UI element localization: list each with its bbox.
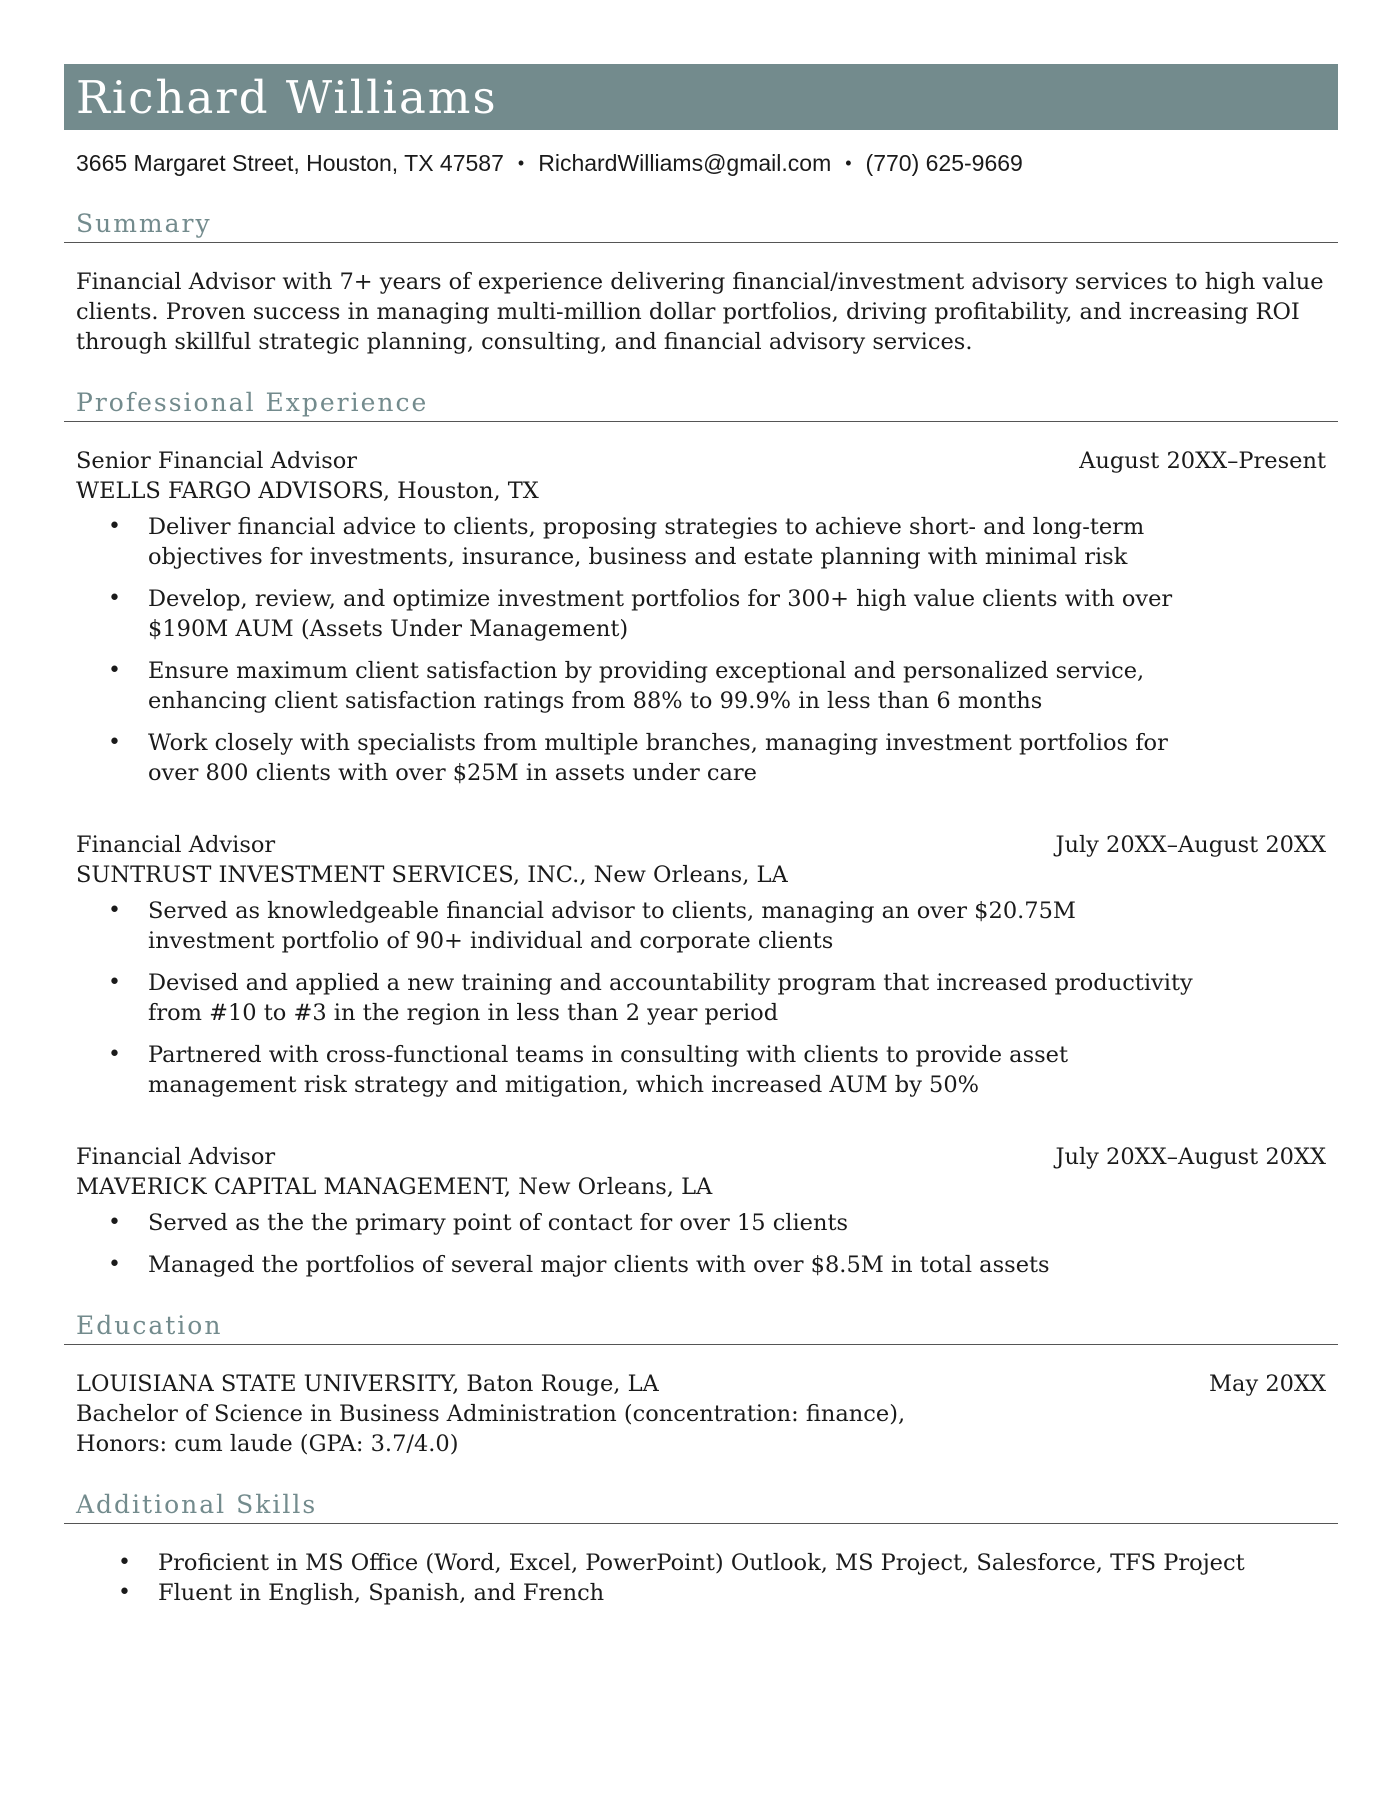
skills-section: [64, 1489, 1338, 1608]
list-item: • Served as the the primary point of contact for over 15 clients: [148, 1208, 1208, 1238]
education-section: [64, 1310, 1338, 1459]
list-item: • Ensure maximum client satisfaction by providing exceptional and personalized service, enhancing client satisfaction ratings from 88% to 99.9% in less than 6 months: [148, 656, 1208, 716]
job-company: WELLS FARGO ADVISORS, Houston, TX: [76, 478, 539, 504]
summary-text: Financial Advisor with 7+ years of experience delivering financial/investment advisory services to high value clients. Proven success in managing multi-million dollar portfolios, driving profitability, and increasing ROI through skillful strategic planning, consulting, and financial advisory services.: [76, 269, 1324, 355]
job-company: MAVERICK CAPITAL MANAGEMENT, New Orleans, LA: [76, 1174, 713, 1200]
email: RichardWilliams@gmail.com: [538, 149, 832, 176]
job-company: SUNTRUST INVESTMENT SERVICES, INC., New Orleans, LA: [76, 862, 788, 888]
experience-section: [64, 387, 1338, 1280]
phone: (770) 625-9669: [865, 149, 1023, 176]
resume-page: [64, 64, 1338, 1608]
job-entry: [64, 1142, 1338, 1280]
section-title-skills: Additional Skills: [64, 1489, 1338, 1524]
job-role: Financial Advisor: [76, 1144, 276, 1170]
list-item: • Develop, review, and optimize investment portfolios for 300+ high value clients with over $190M AUM (Assets Under Management): [148, 584, 1208, 644]
education-entry: [64, 1369, 1338, 1459]
list-item: • Proficient in MS Office (Word, Excel, PowerPoint) Outlook, MS Project, Salesforce, TFS Project: [158, 1548, 1338, 1578]
job-entry: [64, 446, 1338, 788]
job-dates: July 20XX–August 20XX: [1055, 1144, 1326, 1170]
job-role: Financial Advisor: [76, 832, 276, 858]
section-title-experience: Professional Experience: [64, 387, 1338, 422]
list-item: • Work closely with specialists from multiple branches, managing investment portfolios for over 800 clients with over $25M in assets under care: [148, 728, 1208, 788]
candidate-name: Richard Williams: [76, 70, 498, 124]
section-title-summary: Summary: [64, 208, 1338, 243]
list-item: • Devised and applied a new training and accountability program that increased productivity from #10 to #3 in the region in less than 2 year period: [148, 968, 1208, 1028]
separator-dot: •: [845, 152, 852, 173]
summary-section: [64, 208, 1338, 357]
section-title-education: Education: [64, 1310, 1338, 1345]
job-bullets: [76, 1208, 1326, 1280]
school-name: LOUISIANA STATE UNIVERSITY, Baton Rouge, LA: [76, 1371, 659, 1397]
list-item: • Managed the portfolios of several major clients with over $8.5M in total assets: [148, 1250, 1208, 1280]
job-bullets: [76, 896, 1326, 1100]
list-item: • Fluent in English, Spanish, and French: [158, 1578, 1338, 1608]
name-banner: [64, 64, 1338, 130]
separator-dot: •: [517, 152, 525, 173]
graduation-date: May 20XX: [1209, 1371, 1326, 1397]
list-item: • Served as knowledgeable financial advisor to clients, managing an over $20.75M investment portfolio of 90+ individual and corporate clients: [148, 896, 1208, 956]
job-bullets: [76, 512, 1326, 788]
list-item: • Deliver financial advice to clients, proposing strategies to achieve short- and long-term objectives for investments, insurance, business and estate planning with minimal risk: [148, 512, 1208, 572]
degree: Bachelor of Science in Business Administration (concentration: finance),: [76, 1401, 906, 1427]
contact-line: [64, 148, 1338, 178]
list-item: • Partnered with cross-functional teams in consulting with clients to provide asset management risk strategy and mitigation, which increased AUM by 50%: [148, 1040, 1208, 1100]
job-dates: July 20XX–August 20XX: [1055, 832, 1326, 858]
job-dates: August 20XX–Present: [1079, 448, 1326, 474]
job-entry: [64, 830, 1338, 1100]
job-role: Senior Financial Advisor: [76, 448, 358, 474]
honors: Honors: cum laude (GPA: 3.7/4.0): [76, 1431, 459, 1457]
address: 3665 Margaret Street, Houston, TX 47587: [76, 149, 504, 176]
skills-list: [64, 1548, 1338, 1608]
